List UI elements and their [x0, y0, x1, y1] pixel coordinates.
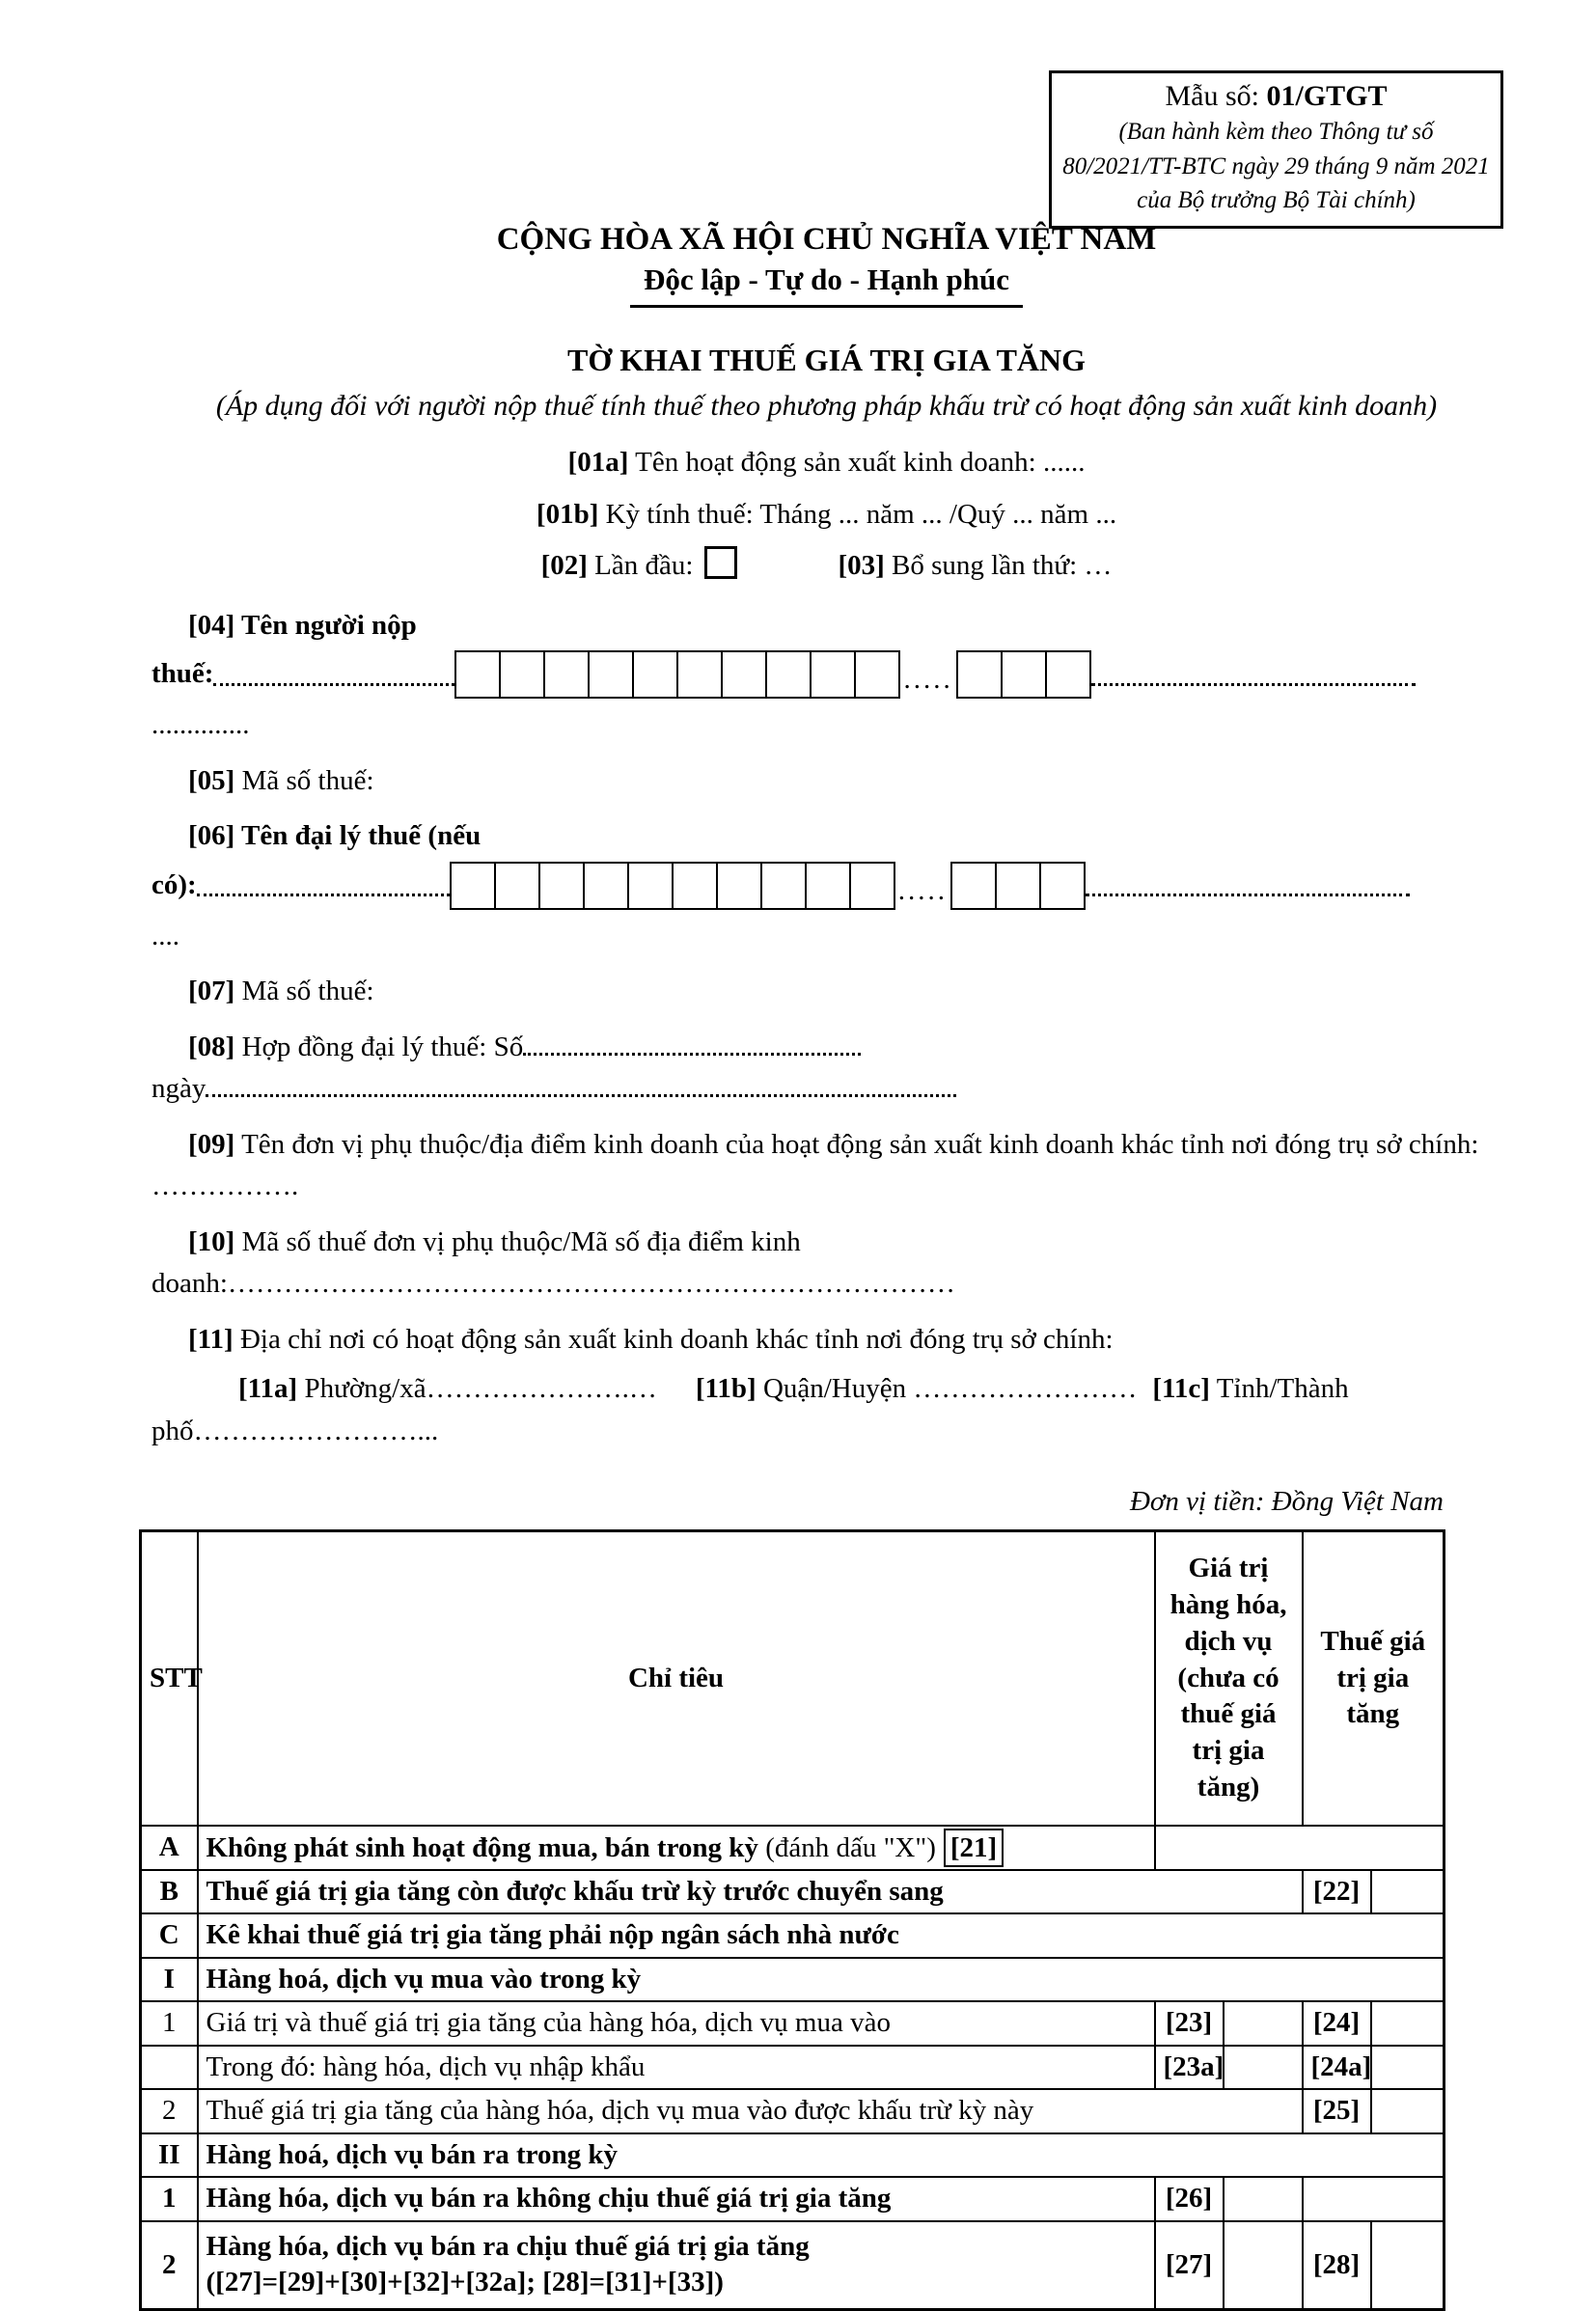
row-target [198, 1958, 1445, 2002]
field-11-code: [11] [188, 1323, 234, 1355]
digit-cell[interactable] [583, 862, 629, 910]
digit-cell[interactable] [760, 862, 807, 910]
cell-group-gap-dots: ..... [903, 664, 953, 696]
field-04 [151, 605, 1501, 747]
digit-cell[interactable] [1045, 650, 1091, 699]
header-vat: Thuế giá trị gia tăng [1303, 1530, 1445, 1826]
digit-cell[interactable] [956, 650, 1003, 699]
row-c-text: Kê khai thuế giá trị gia tăng phải nộp ngân sách nhà nước [206, 1919, 899, 1950]
header-goods-value: Giá trị hàng hóa, dịch vụ (chưa có thuế giá trị gia tăng) [1155, 1530, 1303, 1826]
write-in-line[interactable] [197, 894, 450, 896]
field-09-code: [09] [188, 1128, 235, 1160]
tag-22: [22] [1303, 1870, 1371, 1914]
write-in-line[interactable] [523, 1053, 861, 1056]
write-in-line[interactable] [206, 1094, 956, 1097]
field-11a-code: [11a] [238, 1373, 298, 1405]
digit-cell[interactable] [494, 862, 540, 910]
field-01b-code: [01b] [536, 498, 599, 530]
digit-cell[interactable] [450, 862, 496, 910]
agent-tax-id-cells[interactable] [450, 862, 895, 910]
field-02-03-line [151, 545, 1501, 588]
field-08-line2 [151, 1068, 1501, 1111]
field-01a-code: [01a] [567, 447, 629, 479]
tag-23a: [23a] [1155, 2046, 1224, 2090]
row-ii-text: Hàng hoá, dịch vụ bán ra trong kỳ [206, 2138, 619, 2170]
row-stt: 1 [141, 2177, 198, 2221]
field-11abc [151, 1368, 1501, 1452]
digit-cell[interactable] [588, 650, 634, 699]
national-motto: Độc lập - Tự do - Hạnh phúc [630, 260, 1023, 308]
field-01a-label: Tên hoạt động sản xuất kinh doanh: ...... [635, 447, 1086, 479]
field-02-label: Lần đầu: [594, 550, 694, 582]
row-stt [141, 2046, 198, 2090]
row-ii1-text: Hàng hóa, dịch vụ bán ra không chịu thuế giá trị gia tăng [206, 2183, 892, 2214]
tag-28: [28] [1303, 2221, 1371, 2310]
table-row-i1b [141, 2046, 1445, 2090]
row-a-text: Không phát sinh hoạt động mua, bán trong kỳ [206, 1831, 766, 1863]
amount-cell-21[interactable] [1155, 1826, 1445, 1870]
tag-26: [26] [1155, 2177, 1224, 2221]
row-ii2-text: Hàng hóa, dịch vụ bán ra chịu thuế giá trị gia tăng [206, 2230, 810, 2262]
write-in-line[interactable] [1091, 683, 1416, 686]
table-row-i [141, 1958, 1445, 2002]
field-04-label2: thuế: [151, 658, 214, 690]
field-09 [151, 1124, 1501, 1208]
digit-cell[interactable] [676, 650, 723, 699]
field-01b-label: Kỳ tính thuế: Tháng ... năm ... /Quý ... năm ... [605, 498, 1117, 530]
digit-cell[interactable] [854, 650, 900, 699]
amount-cell-23[interactable] [1224, 2001, 1303, 2046]
field-07 [151, 971, 1501, 1013]
national-title: CỘNG HÒA XÃ HỘI CHỦ NGHĨA VIỆT NAM [496, 222, 1157, 257]
field-06-line3: .... [151, 920, 179, 951]
amount-cell-26b[interactable] [1303, 2177, 1445, 2221]
field-11c-code: [11c] [1152, 1373, 1210, 1405]
row-target [198, 2177, 1155, 2221]
table-header-row [141, 1530, 1445, 1826]
digit-cell[interactable] [995, 862, 1041, 910]
row-stt: I [141, 1958, 198, 2002]
row-i-text: Hàng hoá, dịch vụ mua vào trong kỳ [206, 1963, 642, 1995]
tag-23: [23] [1155, 2001, 1224, 2046]
digit-cell[interactable] [454, 650, 501, 699]
row-stt: II [141, 2133, 198, 2178]
field-04-line1 [151, 605, 1501, 647]
table-row-ii [141, 2133, 1445, 2178]
digit-cell[interactable] [1001, 650, 1047, 699]
field-10 [151, 1222, 1501, 1306]
form-number-box [1049, 70, 1503, 229]
page-subtitle: (Áp dụng đối với người nộp thuế tính thuế theo phương pháp khấu trừ có hoạt động sản xuất kinh doanh) [215, 389, 1438, 422]
digit-cell[interactable] [805, 862, 851, 910]
amount-cell-24a[interactable] [1371, 2046, 1445, 2090]
row-target [198, 1870, 1303, 1914]
form-number-code: 01/GTGT [1266, 80, 1388, 112]
row-stt: A [141, 1826, 198, 1870]
amount-cell-25[interactable] [1371, 2089, 1445, 2133]
field-01a [151, 442, 1501, 484]
digit-cell[interactable] [1039, 862, 1086, 910]
taxpayer-branch-id-cells[interactable] [956, 650, 1091, 699]
digit-cell[interactable] [765, 650, 812, 699]
row-target [198, 2133, 1445, 2178]
amount-cell-22[interactable] [1371, 1870, 1445, 1914]
field-08-line1 [151, 1027, 1501, 1069]
field-08-label2: ngày [151, 1073, 206, 1105]
row-target [198, 1913, 1445, 1958]
field-11b-code: [11b] [695, 1373, 757, 1405]
field-11-label: Địa chỉ nơi có hoạt động sản xuất kinh doanh khác tỉnh nơi đóng trụ sở chính: [239, 1323, 1114, 1355]
field-04-line3: .............. [151, 709, 250, 741]
field-08 [151, 1027, 1501, 1111]
row-b-text: Thuế giá trị gia tăng còn được khấu trừ kỳ trước chuyển sang [206, 1875, 944, 1907]
field-10-label: Mã số thuế đơn vị phụ thuộc/Mã số địa điểm kinh doanh:…………………………………………………………………… [151, 1225, 955, 1300]
tag-24a: [24a] [1303, 2046, 1371, 2090]
taxpayer-tax-id-cells[interactable] [454, 650, 900, 699]
table-row-ii2 [141, 2221, 1445, 2310]
row-target: Giá trị và thuế giá trị gia tăng của hàng hóa, dịch vụ mua vào [198, 2001, 1155, 2046]
field-11c-label: Tỉnh/Thành phố……………………... [151, 1373, 1349, 1446]
write-in-line[interactable] [1086, 894, 1410, 896]
row-target: Trong đó: hàng hóa, dịch vụ nhập khẩu [198, 2046, 1155, 2090]
amount-cell-28[interactable] [1371, 2221, 1445, 2310]
digit-cell[interactable] [632, 650, 678, 699]
field-06 [151, 815, 1501, 957]
field-01b [151, 494, 1501, 536]
field-10-code: [10] [188, 1225, 235, 1257]
field-11 [151, 1319, 1501, 1362]
table-row-b [141, 1870, 1445, 1914]
field-08-code: [08] [188, 1031, 235, 1062]
tag-25: [25] [1303, 2089, 1371, 2133]
field-07-code: [07] [188, 976, 235, 1007]
field-02 [541, 550, 738, 581]
field-03 [838, 550, 1112, 581]
agent-branch-id-cells[interactable] [950, 862, 1086, 910]
digit-cell[interactable] [716, 862, 762, 910]
vat-declaration-table [139, 1529, 1445, 2311]
header-target: Chỉ tiêu [198, 1530, 1155, 1826]
row-target [198, 1826, 1155, 1870]
amount-cell-27[interactable] [1224, 2221, 1303, 2310]
digit-cell[interactable] [810, 650, 856, 699]
field-05-code: [05] [188, 764, 235, 796]
row-target: Thuế giá trị gia tăng của hàng hóa, dịch vụ mua vào được khấu trừ kỳ này [198, 2089, 1303, 2133]
table-row-c [141, 1913, 1445, 1958]
tag-27: [27] [1155, 2221, 1224, 2310]
table-row-a [141, 1826, 1445, 1870]
field-06-label: [06] Tên đại lý thuế (nếu [188, 820, 482, 852]
form-number-line [1058, 77, 1495, 115]
national-motto-wrap [151, 260, 1501, 308]
amount-cell-26[interactable] [1224, 2177, 1303, 2221]
digit-cell[interactable] [849, 862, 895, 910]
amount-cell-23a[interactable] [1224, 2046, 1303, 2090]
digit-cell[interactable] [672, 862, 718, 910]
currency-note: Đơn vị tiền: Đồng Việt Nam [1129, 1486, 1444, 1518]
field-09-label: Tên đơn vị phụ thuộc/địa điểm kinh doanh của hoạt động sản xuất kinh doanh khác tỉnh nơi đóng trụ sở chính: ……………. [151, 1128, 1479, 1202]
row-ii2-formula: ([27]=[29]+[30]+[32]+[32a]; [28]=[31]+[33]) [206, 2267, 724, 2298]
field-07-label: Mã số thuế: [241, 976, 374, 1007]
amount-cell-24[interactable] [1371, 2001, 1445, 2046]
field-04-boxline [151, 648, 1501, 701]
field-06-line1 [151, 815, 1501, 858]
header-stt: STT [141, 1530, 198, 1826]
row-a-text2: (đánh dấu "X") [765, 1831, 936, 1863]
cell-group-gap-dots: ..... [897, 874, 948, 906]
row-stt: 1 [141, 2001, 198, 2046]
form-number-label: Mẫu số: [1165, 80, 1267, 112]
digit-cell[interactable] [538, 862, 585, 910]
row-stt: B [141, 1870, 198, 1914]
row-stt: 2 [141, 2221, 198, 2310]
field-11b-label: Quận/Huyện …………………… [762, 1373, 1138, 1405]
digit-cell[interactable] [950, 862, 997, 910]
field-06-label2: có): [151, 868, 197, 900]
table-row-i2 [141, 2089, 1445, 2133]
page-title: TỜ KHAI THUẾ GIÁ TRỊ GIA TĂNG [566, 343, 1087, 377]
field-05 [151, 760, 1501, 803]
field-02-code: [02] [540, 550, 588, 582]
write-in-line[interactable] [213, 683, 454, 686]
digit-cell[interactable] [721, 650, 767, 699]
row-stt: C [141, 1913, 198, 1958]
table-row-i1 [141, 2001, 1445, 2046]
digit-cell[interactable] [543, 650, 590, 699]
field-03-code: [03] [838, 550, 885, 582]
field-06-boxline [151, 860, 1501, 912]
row-stt: 2 [141, 2089, 198, 2133]
tag-21-box: [21] [944, 1829, 1004, 1867]
field-05-label: Mã số thuế: [241, 764, 374, 796]
field-03-label: Bổ sung lần thứ: … [892, 550, 1113, 582]
field-11a-label: Phường/xã………………….… [304, 1373, 657, 1405]
form-issuance-note: (Ban hành kèm theo Thông tư số 80/2021/TT-BTC ngày 29 tháng 9 năm 2021 của Bộ trưởng Bộ Tài chính) [1062, 119, 1490, 213]
field-08-label: Hợp đồng đại lý thuế: Số [241, 1031, 524, 1062]
field-04-label: [04] Tên người nộp [188, 609, 417, 641]
table-row-ii1 [141, 2177, 1445, 2221]
tag-24: [24] [1303, 2001, 1371, 2046]
digit-cell[interactable] [499, 650, 545, 699]
digit-cell[interactable] [627, 862, 674, 910]
row-target [198, 2221, 1155, 2310]
first-time-checkbox[interactable] [704, 546, 737, 579]
